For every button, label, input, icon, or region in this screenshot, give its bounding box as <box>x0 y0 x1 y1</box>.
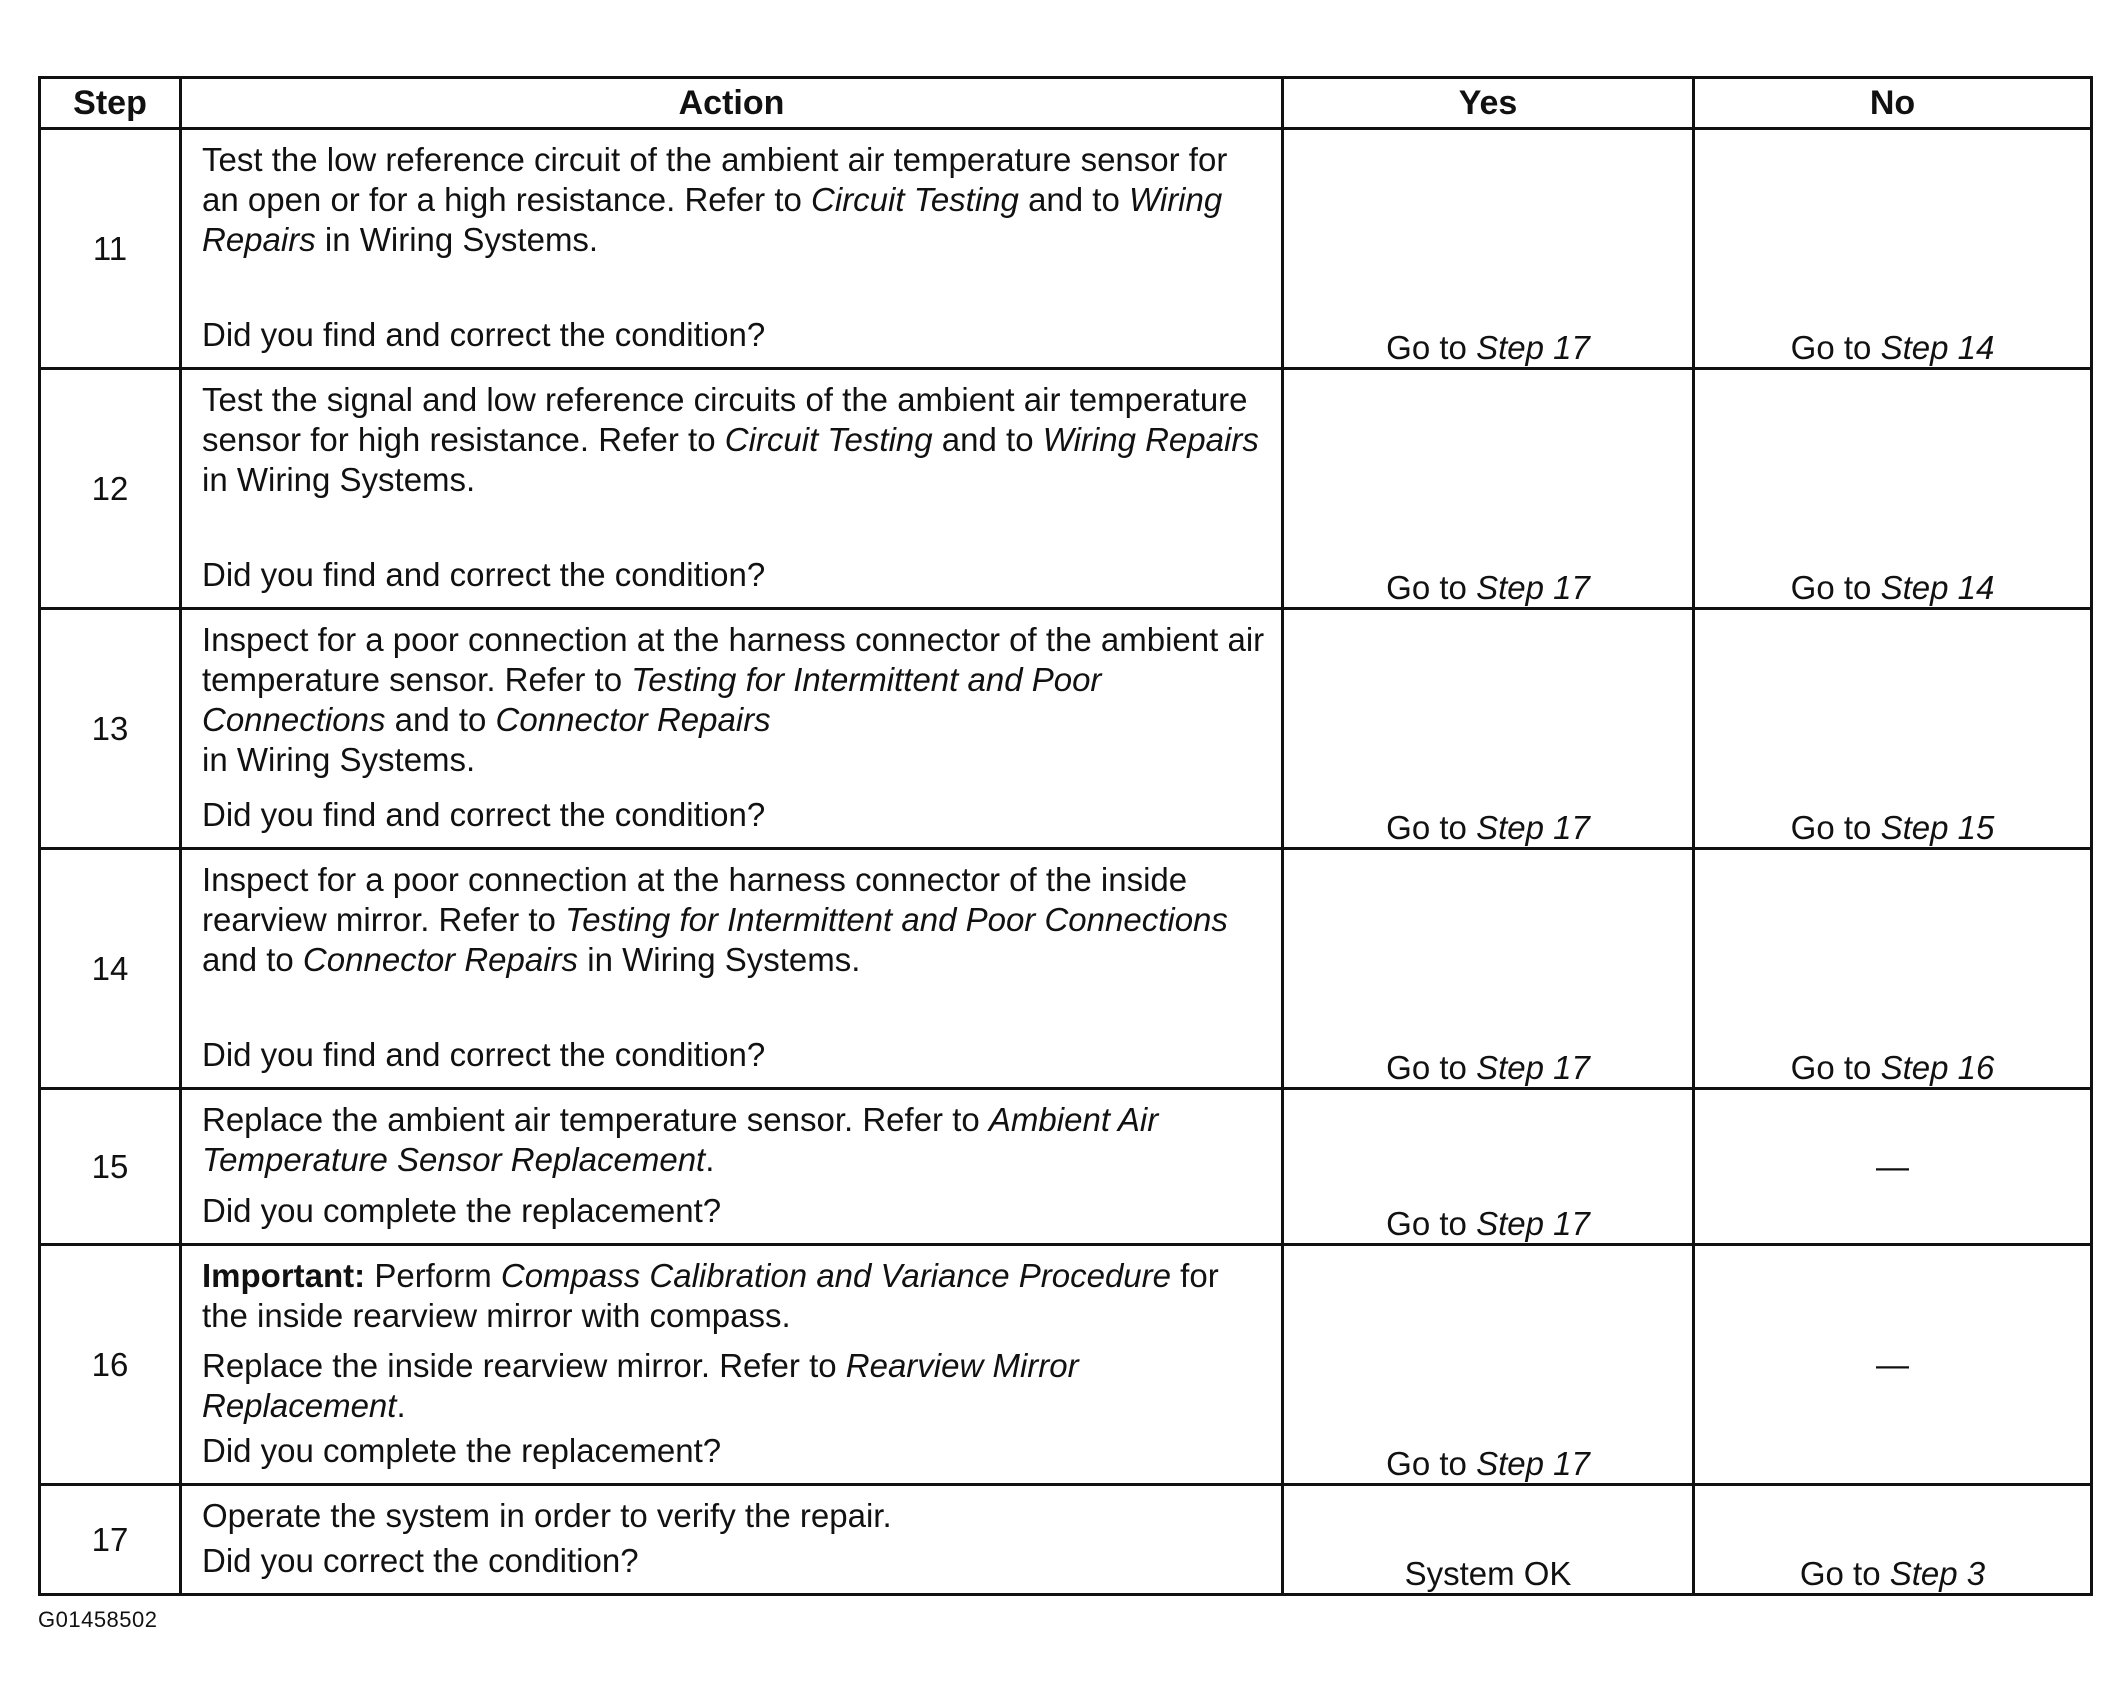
action-cell <box>181 129 1283 369</box>
action-cell <box>181 1245 1283 1485</box>
no-cell <box>1694 369 2092 609</box>
yes-link[interactable]: Go to Step 17 <box>1386 1205 1590 1242</box>
action-cell <box>181 1485 1283 1595</box>
action-cell <box>181 1089 1283 1245</box>
yes-cell <box>1283 369 1694 609</box>
table-row <box>40 369 2092 609</box>
action-text: Inspect for a poor connection at the harness connector of the ambient air temperature sensor. Refer to Testing for Intermittent and Poor Connections and to Connector Repairs in Wiring Systems. <box>202 621 1265 778</box>
table-row <box>40 1245 2092 1485</box>
table-row <box>40 609 2092 849</box>
yes-link[interactable]: Go to Step 17 <box>1386 809 1590 846</box>
table-row <box>40 849 2092 1089</box>
no-link[interactable]: Go to Step 14 <box>1790 569 1995 606</box>
header-step: Step <box>40 78 181 129</box>
action-question: Did you find and correct the condition? <box>202 556 766 593</box>
important-label: Important: <box>202 1257 366 1294</box>
diagnostic-table <box>38 76 2093 1596</box>
action-cell <box>181 369 1283 609</box>
no-cell <box>1694 849 2092 1089</box>
important-note: Important: Perform Compass Calibration and Variance Procedure for the inside rearview mirror with compass. <box>202 1257 1219 1334</box>
header-action: Action <box>181 78 1283 129</box>
yes-cell <box>1283 849 1694 1089</box>
yes-cell <box>1283 129 1694 369</box>
action-question: Did you complete the replacement? <box>202 1432 722 1469</box>
action-text: Replace the inside rearview mirror. Refer to Rearview Mirror Replacement. <box>202 1347 1079 1424</box>
no-link[interactable]: Go to Step 16 <box>1790 1049 1995 1086</box>
header-row <box>40 78 2092 129</box>
header-no: No <box>1694 78 2092 129</box>
action-cell <box>181 849 1283 1089</box>
table-row <box>40 1485 2092 1595</box>
no-cell <box>1694 129 2092 369</box>
not-applicable-dash: — <box>1876 1147 1909 1185</box>
yes-cell <box>1283 1245 1694 1485</box>
yes-result: System OK <box>1404 1555 1572 1592</box>
step-number: 17 <box>40 1485 181 1595</box>
yes-link[interactable]: Go to Step 17 <box>1386 1049 1590 1086</box>
no-link[interactable]: Go to Step 14 <box>1790 329 1995 366</box>
yes-cell <box>1283 609 1694 849</box>
step-number: 14 <box>40 849 181 1089</box>
action-question: Did you complete the replacement? <box>202 1192 722 1229</box>
action-text: Replace the ambient air temperature sensor. Refer to Ambient Air Temperature Sensor Replacement. <box>202 1101 1159 1178</box>
figure-id: G01458502 <box>38 1607 158 1632</box>
action-question: Did you find and correct the condition? <box>202 316 766 353</box>
table-row <box>40 1089 2092 1245</box>
action-text: Test the low reference circuit of the ambient air temperature sensor for an open or for a high resistance. Refer to Circuit Testing and to Wiring Repairs in Wiring Systems. <box>202 141 1228 258</box>
not-applicable-dash: — <box>1876 1345 1909 1383</box>
yes-link[interactable]: Go to Step 17 <box>1386 329 1590 366</box>
action-question: Did you correct the condition? <box>202 1542 639 1579</box>
no-cell <box>1694 1089 2092 1245</box>
action-text: Operate the system in order to verify the repair. <box>202 1497 892 1534</box>
yes-link[interactable]: Go to Step 17 <box>1386 1445 1590 1482</box>
yes-cell <box>1283 1485 1694 1595</box>
no-cell <box>1694 1485 2092 1595</box>
action-question: Did you find and correct the condition? <box>202 1036 766 1073</box>
step-number: 13 <box>40 609 181 849</box>
action-text: Test the signal and low reference circuits of the ambient air temperature sensor for high resistance. Refer to Circuit Testing and to Wiring Repairs in Wiring Systems. <box>202 381 1259 498</box>
step-number: 12 <box>40 369 181 609</box>
yes-link[interactable]: Go to Step 17 <box>1386 569 1590 606</box>
no-link[interactable]: Go to Step 3 <box>1799 1555 1986 1592</box>
step-number: 16 <box>40 1245 181 1485</box>
header-yes: Yes <box>1283 78 1694 129</box>
yes-cell <box>1283 1089 1694 1245</box>
no-cell <box>1694 609 2092 849</box>
step-number: 15 <box>40 1089 181 1245</box>
no-cell <box>1694 1245 2092 1485</box>
action-question: Did you find and correct the condition? <box>202 796 766 833</box>
table-row <box>40 129 2092 369</box>
action-cell <box>181 609 1283 849</box>
no-link[interactable]: Go to Step 15 <box>1790 809 1995 846</box>
step-number: 11 <box>40 129 181 369</box>
action-text: Inspect for a poor connection at the harness connector of the inside rearview mirror. Refer to Testing for Intermittent and Poor Connections and to Connector Repairs in Wiring Systems. <box>202 861 1228 978</box>
